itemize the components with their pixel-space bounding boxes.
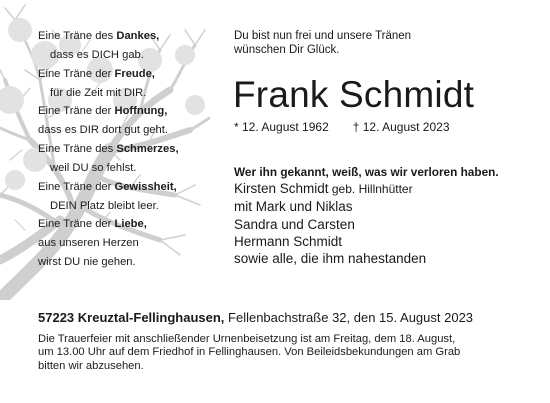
- intro-line: Du bist nun frei und unsere Tränen: [234, 30, 412, 42]
- poem-line: [38, 27, 218, 46]
- poem-line: [38, 197, 218, 216]
- poem-line-text: dass es DICH gab.: [50, 48, 144, 61]
- mourner-line: Sandra und Carsten: [234, 216, 355, 232]
- poem-line-text: Eine Träne der: [38, 67, 115, 80]
- poem-line-text: aus unseren Herzen: [38, 237, 139, 250]
- poem-line-text: für die Zeit mit DIR.: [50, 86, 147, 99]
- mourners-block: [234, 165, 534, 267]
- poem: [38, 27, 218, 272]
- poem-line: [38, 46, 218, 65]
- life-dates: [234, 120, 450, 134]
- mourner-line: sowie alle, die ihm nahestanden: [234, 251, 427, 267]
- poem-line-emphasis: Gewissheit,: [114, 180, 177, 193]
- death-date: † 12. August 2023: [352, 120, 450, 134]
- intro-text: [234, 29, 534, 57]
- poem-line: [38, 121, 218, 140]
- poem-line-emphasis: Liebe,: [114, 218, 147, 231]
- poem-line-text: dass es DIR dort gut geht.: [38, 124, 168, 137]
- mourner-line: Hermann Schmidt: [234, 233, 343, 249]
- mourner-name: Kirsten Schmidt: [234, 181, 329, 196]
- mourner-line: [234, 180, 534, 198]
- birth-date: * 12. August 1962: [234, 120, 329, 134]
- poem-line: [38, 253, 218, 272]
- mourner-maiden-name: geb. Hillnhütter: [328, 182, 413, 196]
- poem-line-text: weil DU so fehlst.: [50, 161, 137, 174]
- poem-line-emphasis: Schmerzes,: [116, 143, 179, 156]
- poem-line: [38, 215, 218, 234]
- mourner-line: mit Mark und Niklas: [234, 199, 353, 215]
- poem-line-text: Eine Träne des: [38, 30, 117, 42]
- poem-line-emphasis: Freude,: [114, 67, 155, 80]
- funeral-line: um 13.00 Uhr auf dem Friedhof in Fellinghausen. Von Beileidsbekundungen am Grab: [38, 346, 461, 359]
- poem-line-text: DEIN Platz bleibt leer.: [50, 199, 159, 212]
- intro-line: wünschen Dir Glück.: [234, 44, 340, 56]
- poem-line-text: Eine Träne der: [38, 218, 115, 231]
- place-city: 57223 Kreuztal-Fellinghausen,: [38, 310, 225, 325]
- poem-line: [38, 84, 218, 103]
- funeral-line: bitten wir abzusehen.: [38, 359, 144, 372]
- place-and-date: [38, 310, 473, 326]
- deceased-name: Frank Schmidt: [233, 74, 475, 115]
- poem-line-text: Eine Träne der: [38, 105, 115, 118]
- poem-line: [38, 159, 218, 178]
- poem-line: [38, 234, 218, 253]
- poem-line-emphasis: Hoffnung,: [114, 105, 168, 118]
- mourners-heading: Wer ihn gekannt, weiß, was wir verloren haben.: [234, 165, 499, 179]
- funeral-info: [38, 333, 518, 373]
- poem-line-text: wirst DU nie gehen.: [38, 256, 136, 269]
- funeral-line: Die Trauerfeier mit anschließender Urnenbeisetzung ist am Freitag, dem 18. August,: [38, 333, 456, 345]
- poem-line: [38, 65, 218, 84]
- poem-line: [38, 140, 218, 159]
- poem-line-text: Eine Träne der: [38, 180, 115, 193]
- poem-line-text: Eine Träne des: [38, 143, 117, 156]
- poem-line: [38, 178, 218, 197]
- place-address-date: Fellenbachstraße 32, den 15. August 2023: [224, 310, 474, 325]
- poem-line: [38, 102, 218, 121]
- poem-line-emphasis: Dankes,: [116, 30, 160, 42]
